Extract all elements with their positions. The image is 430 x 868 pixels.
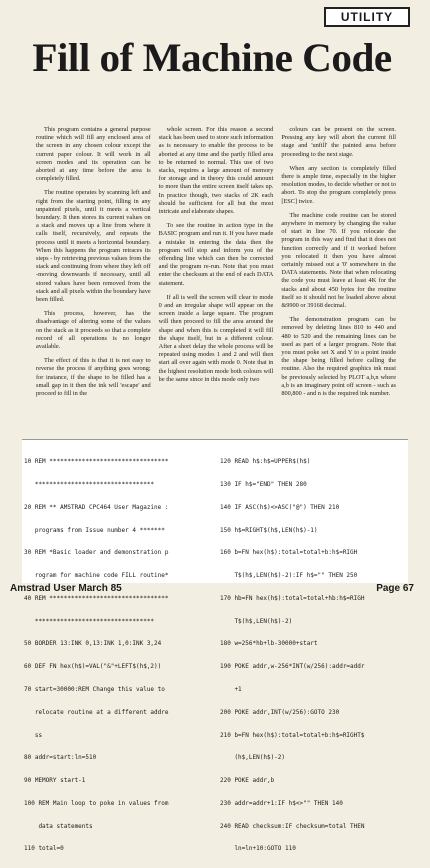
- code-line: ln=ln+10:GOTO 110: [220, 845, 296, 853]
- code-line: T$(h$,LEN(h$)-2): [220, 617, 293, 625]
- paragraph: When any section is completely filled there is ample time, especially in the higher resolution modes, to decide whether or not to abort. To stop the program completely press [ESC] twice.: [281, 164, 397, 205]
- article-column-3: [281, 126, 396, 442]
- paragraph: The routine operates by scanning left and right from the starting point, filling in any unpainted pixels, until it meets a vertical boundary. It then stores its current values on a stack and moves up a line from where it calls itself, recursively, and repeats the process until it meets a horizontal boundary. When this happens the program retraces its steps - by retrieving previous values from the stack and continuing from where they left off -moving downwards if necessary, until all stored values have been removed from the stack and all pixels within the boundary have been filled.: [36, 189, 151, 304]
- code-line: 80 addr=start:ln=510: [24, 754, 97, 762]
- paragraph: If all is well the screen will clear to mode 0 and an irregular shape will appear on the screen inside a large square. The program will then proceed to fill the area around the shape and when this is completed it will fill the shape itself, but in a different colour. After a short delay the whole process will be repeated using modes 1 and 2 and will then start all over again with mode 0. Note that in the highest resolution mode both colours will be the same since in this mode only two: [158, 293, 274, 383]
- code-line: 110 total=0: [24, 845, 64, 853]
- code-line: 60 DEF FN hex(h$)=VAL("&"+LEFT$(h$,2)): [24, 663, 162, 671]
- magazine-issue: Amstrad User March 85: [10, 583, 122, 594]
- code-line: 100 REM Main loop to poke in values from: [24, 799, 169, 807]
- article-column-1: [36, 126, 151, 442]
- code-line: 50 BORDER 13:INK 0,13:INK 1,0:INK 3,24: [24, 640, 162, 648]
- paragraph: The machine code routine can be stored anywhere in memory by changing the value of start in line 70. If you relocate the program in this way and find that it does not function correctly and if it worked before you relocated it then you have almost certainly missed out a '0' somewhere in the DATA statements. Note that when relocating the code you must leave at least 4K for the stacks and about 450 bytes for the routine itself so it should not be loaded above about &9900 or 39168 decimal.: [281, 211, 397, 310]
- article-title: Fill of Machine Code: [32, 35, 392, 80]
- code-line: 230 addr=addr+1:IF h$<>"" THEN 140: [220, 799, 343, 807]
- section-label: UTILITY: [324, 7, 410, 27]
- code-line: data statements: [24, 822, 93, 830]
- code-line: 190 POKE addr,w-256*INT(w/256):addr=addr: [220, 663, 365, 671]
- code-line: *********************************: [24, 480, 155, 488]
- article-body: [36, 126, 396, 442]
- code-line: relocate routine at a different addre: [24, 708, 169, 716]
- code-line: (h$,LEN(h$)-2): [220, 754, 286, 762]
- code-line: +1: [220, 686, 242, 693]
- code-line: 180 w=256*hb+lb-30000+start: [220, 640, 318, 648]
- code-line: 30 REM *Basic loader and demonstration p: [24, 549, 169, 557]
- page-number: Page 67: [376, 583, 414, 594]
- code-line: 140 IF ASC(h$)<>ASC("@") THEN 210: [220, 503, 340, 511]
- paragraph: The effect of this is that it is not easy to reverse the process if anything goes wrong; for instance, if the shape to be filled has a small gap in it then the ink will 'escape' and proceed to fill in the: [36, 357, 151, 398]
- code-line: 200 POKE addr,INT(w/256):GOTO 230: [220, 708, 340, 716]
- paragraph: This process, however, has the disadvantage of altering some of the values on the stack as it proceeds so that a complete record of all operations is no longer available.: [36, 310, 151, 351]
- code-line: 150 h$=RIGHT$(h$,LEN(h$)-1): [220, 526, 318, 534]
- code-line: programs from Issue number 4 *******: [24, 526, 165, 534]
- paragraph: colours can be present on the screen. Pressing any key will abort the current fill stage and 'unfill' the painted area before proceeding to the next stage.: [281, 126, 397, 158]
- code-line: 220 POKE addr,b: [220, 777, 275, 785]
- code-line: 20 REM ** AMSTRAD CPC464 User Magazine :: [24, 503, 169, 511]
- paragraph: This program contains a general purpose routine which will fill any enclosed area of the screen in any chosen colour except the current paper colour. It will work in all screen modes and its operation can be aborted at any time before the area is completely filled.: [36, 126, 151, 183]
- paragraph: whole screen. For this reason a second stack has been used to store such information as is necessary to enable the process to be aborted at any time and the partly filled area to be returned to normal. This use of two stacks, requires a large amount of memory for storage and in theory this could amount to more than the entire screen itself takes up. In practice though, two stacks of 2K each should be sufficient for all but the most intricate and elaborate shapes.: [158, 126, 274, 216]
- code-line: 130 IF h$="END" THEN 280: [220, 480, 307, 488]
- code-line: 120 READ h$:h$=UPPER$(h$): [220, 458, 311, 466]
- code-line: 90 MEMORY start-1: [24, 777, 86, 785]
- paragraph: To see the routine in action type in the BASIC program and run it. If you have made a mistake in entering the data then the program will stop and inform you of the offending line which can then be corrected and the program re-run. Note that you must enter the checksum at the end of each DATA statement.: [158, 222, 274, 287]
- code-line: rogram for machine code FILL routine*: [24, 572, 169, 580]
- code-line: 170 hb=FN hex(h$):total=total+hb:h$=RIGH: [220, 594, 365, 602]
- paragraph: The demonstration program can be removed by deleting lines 810 to 440 and 480 to 520 and the remaining lines can be used as part of a larger program. Note that you must poke set X and Y to a point inside the shape being filled before calling the routine. Also the required graphics ink must be previously selected by PLOT a,b,n where a,b is an imaginary point off screen - such as 800,800 - and n is the required ink number.: [281, 316, 397, 398]
- code-line: 210 b=FN hex(h$):total=total+b:h$=RIGHT$: [220, 731, 365, 739]
- article-column-2: [159, 126, 274, 442]
- code-line: 40 REM *********************************: [24, 594, 169, 602]
- code-line: *********************************: [24, 617, 155, 625]
- code-line: T$(h$,LEN(h$)-2):IF h$="" THEN 250: [220, 572, 358, 580]
- code-line: 70 start=30000:REM Change this value to: [24, 686, 165, 693]
- code-line: ss: [24, 731, 43, 739]
- code-line: 240 READ checksum:IF checksum=total THEN: [220, 822, 365, 830]
- code-line: 10 REM *********************************: [24, 458, 169, 466]
- page-footer: [10, 583, 414, 594]
- code-line: 160 b=FN hex(h$):total=total+b:h$=RIGH: [220, 549, 358, 557]
